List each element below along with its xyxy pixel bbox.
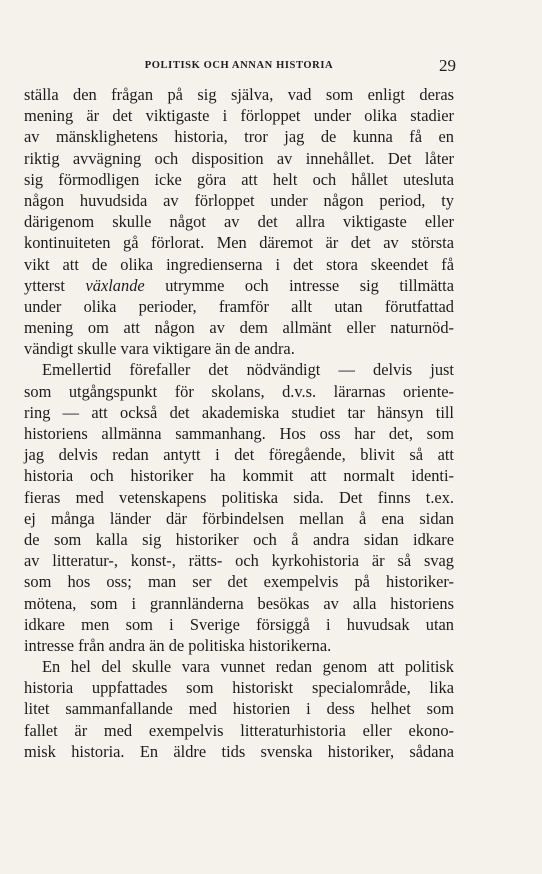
text-line: ring — att också det akademiska studiet tar hänsyn till — [24, 402, 454, 422]
text-line: misk historia. En äldre tids svenska historiker, sådana — [24, 741, 454, 761]
text-line: vikt att de olika ingredienserna i det stora skeendet få — [24, 254, 454, 274]
text-line: mening är det viktigaste i förloppet under olika stadier — [24, 106, 454, 126]
text-line: idkare men som i Sverige försiggå i huvudsak utan — [24, 614, 454, 634]
text-line: av litteratur-, konst-, rätts- och kyrkohistoria är så svag — [24, 551, 454, 571]
text-line: riktig avvägning och disposition av innehållet. Det låter — [24, 148, 454, 168]
line-segment: utrymme och intresse sig tillmätta — [144, 275, 454, 295]
text-line: mötena, som i grannländerna besökas av alla historiens — [24, 593, 454, 613]
text-line: Emellertid förefaller det nödvändigt — delvis just — [42, 360, 454, 380]
text-line: som hos oss; man ser det exempelvis på historiker- — [24, 572, 454, 592]
text-line: fallet är med exempelvis litteraturhistoria eller ekono- — [24, 720, 454, 740]
text-line: sig förmodligen icke göra att helt och hållet utesluta — [24, 169, 454, 189]
text-line: jag delvis redan antytt i det föregående, blivit så att — [24, 445, 454, 465]
text-line: vändigt skulle vara viktigare än de andra. — [24, 339, 295, 359]
body-text — [24, 84, 454, 762]
text-line: historia uppfattades som historiskt specialområde, lika — [24, 678, 454, 698]
line-segment: ytterst — [24, 275, 86, 295]
text-line: någon huvudsida av förloppet under någon period, ty — [24, 190, 454, 210]
text-line: mening om att någon av dem allmänt eller naturnöd- — [24, 318, 454, 338]
text-line: ej många länder där förbindelsen mellan å ena sidan — [24, 508, 454, 528]
running-head: POLITISK OCH ANNAN HISTORIA — [144, 60, 334, 71]
text-line: därigenom skulle något av det allra viktigaste eller — [24, 212, 454, 232]
text-line: ställa den frågan på sig själva, vad som enligt deras — [24, 85, 454, 104]
text-line: intresse från andra än de politiska historikerna. — [24, 635, 332, 655]
page-number: 29 — [439, 56, 456, 75]
text-line: under olika perioder, framför allt utan förutfattad — [24, 296, 454, 316]
text-line: litet sammanfallande med historien i dess helhet som — [24, 699, 454, 719]
text-line-with-emphasis — [24, 275, 454, 296]
text-line: historia och historiker ha kommit att normalt identi- — [24, 466, 454, 486]
text-line: de som kalla sig historiker och å andra sidan idkare — [24, 529, 454, 549]
text-line: fieras med vetenskapens politiska sida. Det finns t.ex. — [24, 487, 454, 507]
text-line: kontinuiteten gå förlorat. Men däremot är det av största — [24, 233, 454, 253]
text-line: som utgångspunkt för skolans, d.v.s. lärarnas oriente- — [24, 381, 454, 401]
text-line: historiens allmänna sammanhang. Hos oss har det, som — [24, 424, 454, 443]
text-line: av mänsklighetens historia, tror jag de kunna få en — [24, 127, 454, 147]
text-line: En hel del skulle vara vunnet redan genom att politisk — [42, 657, 454, 677]
emphasized-word: växlande — [85, 275, 145, 295]
